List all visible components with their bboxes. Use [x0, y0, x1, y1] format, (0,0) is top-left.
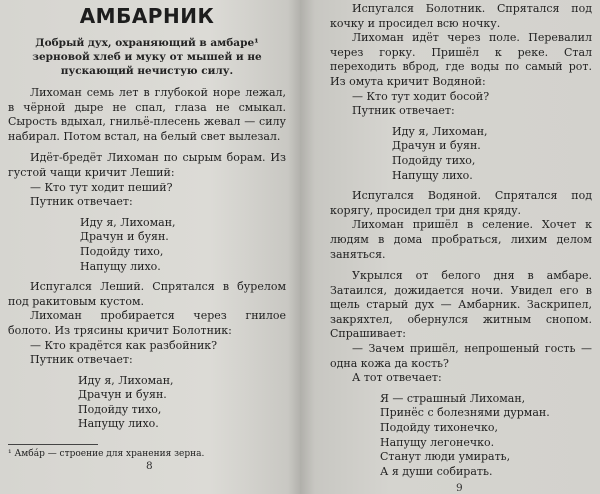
page-number: 9	[456, 482, 463, 494]
paragraph: Идёт-бредёт Лихоман по сырым борам. Из густой чащи кричит Леший:	[8, 151, 286, 179]
poem-block	[8, 216, 286, 274]
right-page	[300, 0, 600, 494]
poem-line: Подойду тихо,	[392, 153, 476, 167]
poem-line: Станут люди умирать,	[380, 450, 511, 464]
poem-line: Иду я, Лихоман,	[80, 215, 176, 229]
poem-line: Принёс с болезнями дурман.	[380, 406, 550, 420]
poem-line: Драчун и буян.	[80, 230, 169, 244]
poem-line: Напущу лихо.	[78, 417, 159, 431]
paragraph: — Кто тут ходит пеший?	[30, 180, 173, 194]
footnote: ¹ Амбáр — строение для хранения зерна.	[8, 449, 205, 460]
story-title: АМБАРНИК	[79, 4, 215, 28]
paragraph: Лихоман пробирается через гнилое болото. Из трясины кричит Болотник:	[8, 309, 286, 337]
poem-line: Подойду тихо,	[80, 244, 164, 258]
right-page-content	[300, 0, 600, 485]
poem-line: Иду я, Лихоман,	[78, 373, 174, 387]
poem-line: Напущу лихо.	[80, 259, 161, 273]
poem-line: Подойду тихонечко,	[380, 421, 499, 435]
paragraph: Испугался Леший. Спрятался в бурелом под ракитовым кустом.	[8, 280, 286, 308]
poem-line: Я — страшный Лихоман,	[380, 391, 526, 405]
poem-line: А я души собирать.	[380, 464, 493, 478]
paragraph: Лихоман семь лет в глубокой норе лежал, в чёрной дыре не спал, глаза не смыкал. Сырость вдыхал, гнильё-плесень жевал — силу набирал. Потом встал, на белый свет вылезал.	[8, 86, 286, 143]
paragraph: Лихоман идёт через поле. Перевалил через горку. Пришёл к реке. Стал переходить вброд, где воды по самый рот. Из омута кричит Водяной:	[330, 31, 592, 88]
paragraph: — Кто крадётся как разбойник?	[30, 338, 218, 352]
paragraph: — Кто тут ходит босой?	[352, 89, 490, 103]
paragraph: Укрылся от белого дня в амбаре. Затаился, дожидается ночи. Увидел его в щель старый дух — Амбарник. Заскрипел, закряхтел, обернулся житным снопом. Спрашивает:	[330, 269, 592, 341]
poem-line: Драчун и буян.	[78, 388, 167, 402]
paragraph: Путник отвечает:	[352, 104, 455, 118]
page-number: 8	[146, 460, 153, 472]
poem-line: Драчун и буян.	[392, 139, 481, 153]
poem-block	[330, 125, 592, 183]
paragraph: А тот отвечает:	[352, 371, 442, 385]
poem-line: Подойду тихо,	[78, 402, 162, 416]
paragraph: Испугался Водяной. Спрятался под корягу, просидел три дня кряду.	[330, 189, 592, 217]
paragraph: — Зачем пришёл, непрошеный гость — одна кожа да кость?	[330, 342, 592, 370]
epigraph: Добрый дух, охраняющий в амбаре¹ зерновой хлеб и муку от мышей и не пускающий нечистую силу.	[32, 37, 262, 77]
left-page-content	[0, 0, 300, 460]
paragraph: Путник отвечает:	[30, 195, 133, 209]
paragraph: Путник отвечает:	[30, 353, 133, 367]
poem-line: Напущу лихо.	[392, 168, 473, 182]
poem-line: Иду я, Лихоман,	[392, 124, 488, 138]
paragraph: Испугался Болотник. Спрятался под кочку и просидел всю ночку.	[330, 2, 592, 30]
footnote-rule	[8, 444, 98, 445]
poem-block	[8, 374, 286, 432]
poem-line: Напущу легонечко.	[380, 435, 495, 449]
poem-block	[330, 392, 592, 480]
paragraph: Лихоман пришёл в селение. Хочет к людям в дома пробраться, лихим делом заняться.	[330, 218, 592, 261]
